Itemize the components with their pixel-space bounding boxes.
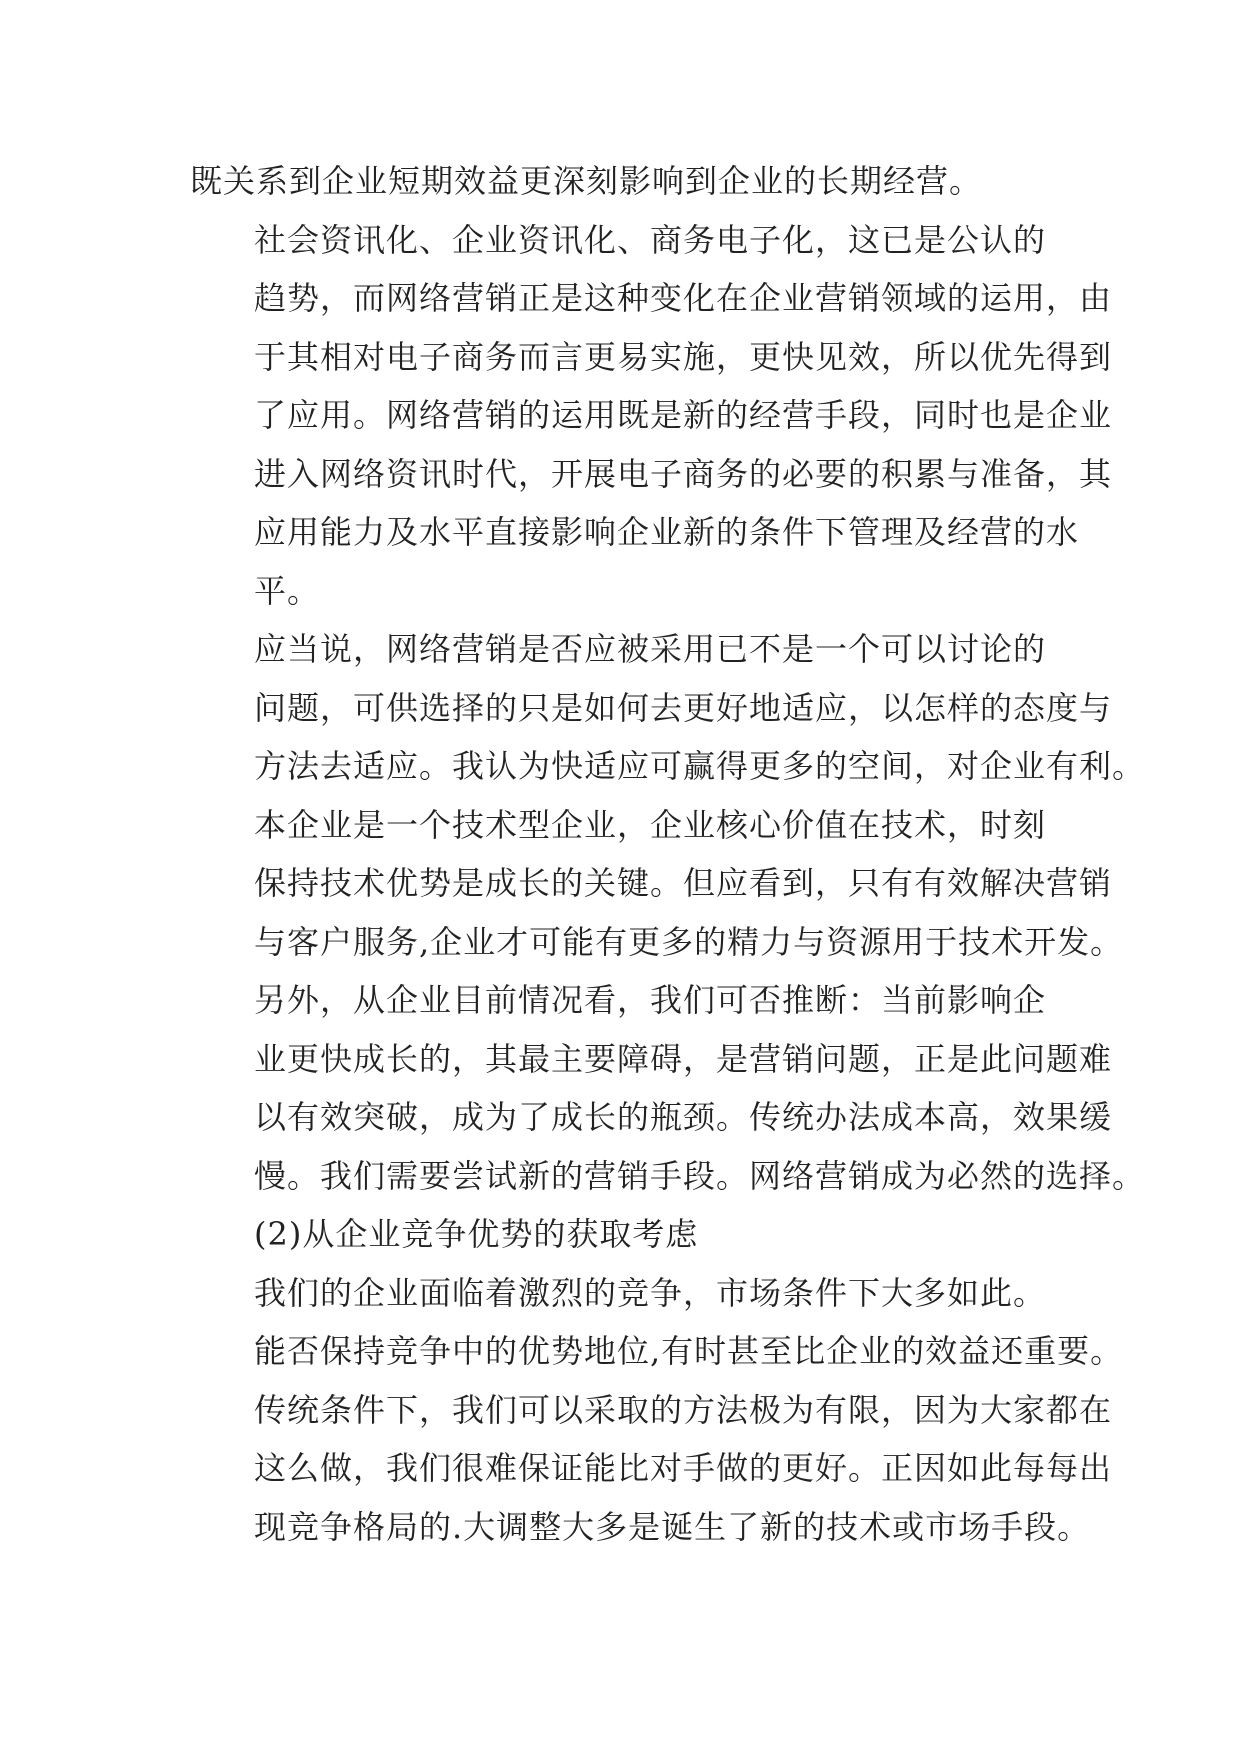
text-line: 这么做，我们很难保证能比对手做的更好。正因如此每每出 bbox=[254, 1449, 1113, 1487]
text-line: 应用能力及水平直接影响企业新的条件下管理及经营的水 bbox=[254, 513, 1080, 551]
text-line: 了应用。网络营销的运用既是新的经营手段，同时也是企业 bbox=[254, 396, 1113, 434]
text-line: 于其相对电子商务而言更易实施，更快见效，所以优先得到 bbox=[254, 337, 1113, 376]
text-line: 我们的企业面临着激烈的竞争，市场条件下大多如此。 bbox=[254, 1273, 1047, 1312]
paragraph-p1 bbox=[190, 211, 1113, 621]
text-line: 平。 bbox=[254, 571, 321, 610]
paragraph-p6 bbox=[190, 1264, 1124, 1557]
text-line: 保持技术优势是成长的关键。但应看到，只有有效解决营销 bbox=[254, 864, 1113, 902]
text-line: 趋势，而网络营销正是这种变化在企业营销领域的运用，由 bbox=[254, 279, 1113, 317]
text-line: 业更快成长的，其最主要障碍，是营销问题，正是此问题难 bbox=[254, 1039, 1113, 1078]
text-line: 以有效突破，成为了成长的瓶颈。传统办法成本高，效果缓 bbox=[254, 1098, 1113, 1136]
text-line: 问题，可供选择的只是如何去更好地适应，以怎样的态度与 bbox=[254, 688, 1113, 727]
text-line: 另外，从企业目前情况看，我们可否推断：当前影响企 bbox=[254, 981, 1047, 1019]
text-line: 慢。我们需要尝试新的营销手段。网络营销成为必然的选择。 bbox=[254, 1156, 1146, 1195]
text-line: 既关系到企业短期效益更深刻影响到企业的长期经营。 bbox=[190, 162, 983, 200]
text-line: 应当说，网络营销是否应被采用已不是一个可以讨论的 bbox=[254, 630, 1047, 668]
text-line: (2)从企业竞争优势的获取考虑 bbox=[254, 1215, 699, 1253]
paragraph-p3 bbox=[190, 796, 1124, 972]
paragraph-p0 bbox=[190, 152, 1060, 211]
body-text bbox=[190, 152, 1146, 1556]
paragraph-p5 bbox=[190, 1205, 1060, 1264]
text-line: 现竞争格局的.大调整大多是诞生了新的技术或市场手段。 bbox=[254, 1507, 1091, 1546]
text-line: 社会资讯化、企业资讯化、商务电子化，这已是公认的 bbox=[254, 220, 1047, 259]
text-line: 本企业是一个技术型企业，企业核心价值在技术，时刻 bbox=[254, 805, 1047, 844]
text-line: 与客户服务,企业才可能有更多的精力与资源用于技术开发。 bbox=[254, 922, 1124, 961]
text-line: 方法去适应。我认为快适应可赢得更多的空间，对企业有利。 bbox=[254, 747, 1146, 785]
paragraph-p2 bbox=[190, 620, 1146, 796]
paragraph-p4 bbox=[190, 971, 1146, 1205]
text-line: 进入网络资讯时代，开展电子商务的必要的积累与准备，其 bbox=[254, 454, 1113, 493]
text-line: 传统条件下，我们可以采取的方法极为有限，因为大家都在 bbox=[254, 1390, 1113, 1429]
text-line: 能否保持竞争中的优势地位,有时甚至比企业的效益还重要。 bbox=[254, 1332, 1124, 1370]
